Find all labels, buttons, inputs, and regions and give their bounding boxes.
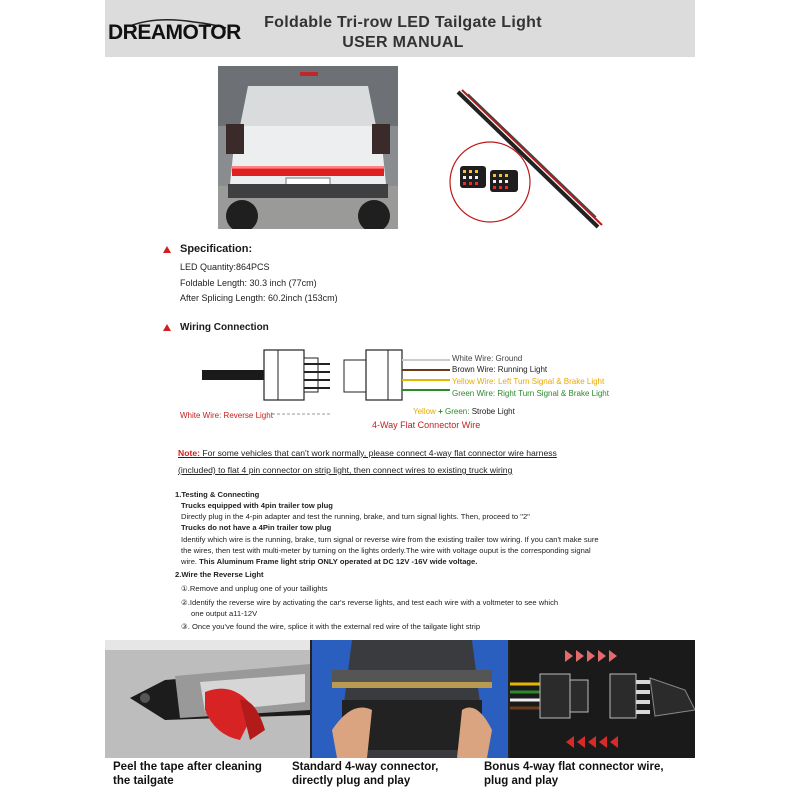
section-2-step-2a: ②.Identify the reverse wire by activating the car's reverse lights, and test each wire with a voltmeter to see which xyxy=(181,598,559,607)
section-1-text-2a: Identify which wire is the running, brake, turn signal or reverse wire from the existing trailer tow wiring. If you can't make sure xyxy=(181,535,599,544)
caption-peel-tape-line-1: Peel the tape after cleaning xyxy=(113,761,262,773)
section-1-sub-1: Trucks equipped with 4pin trailer tow plug xyxy=(181,501,333,510)
note-line-2: (included) to flat 4 pin connector on strip light, then connect wires to existing truck wiring xyxy=(178,465,513,475)
logo-text: DREAMOTOR xyxy=(108,21,241,44)
caption-peel-tape xyxy=(113,760,262,788)
caption-standard-connector-line-1: Standard 4-way connector, xyxy=(292,761,439,773)
peel-tape-photo xyxy=(105,640,310,758)
section-1-sub-2: Trucks do not have a 4Pin trailer tow plug xyxy=(181,523,332,532)
caption-standard-connector-line-2: directly plug and play xyxy=(292,775,411,787)
label-connector-wire: 4-Way Flat Connector Wire xyxy=(372,420,481,430)
caption-peel-tape-line-2: the tailgate xyxy=(113,775,174,787)
strobe-text: Strobe Light xyxy=(471,407,515,416)
spec-foldable-length: Foldable Length: 30.3 inch (77cm) xyxy=(180,278,317,288)
label-strobe xyxy=(413,407,515,416)
section-1-text-2b: the wires, then test with multi-meter by turning on the lights orderly.The wire with voltage ouput is the corresponding signal xyxy=(181,546,591,555)
note-label: Note: xyxy=(178,448,200,458)
label-white-ground: White Wire: Ground xyxy=(452,354,523,363)
strobe-green: Green: xyxy=(444,407,470,416)
section-1-text-2c: wire. xyxy=(181,557,198,566)
section-2-step-3: ③. Once you've found the wire, splice it with the external red wire of the tailgate light strip xyxy=(181,622,481,631)
plug-connector-photo xyxy=(312,640,508,758)
note-text-1: For some vehicles that can't work normally, please connect 4-way flat connector wire harness xyxy=(202,448,557,458)
note-block xyxy=(178,445,618,478)
caption-bonus-connector xyxy=(484,760,664,788)
caption-standard-connector xyxy=(292,760,438,788)
strobe-plus: + xyxy=(438,407,443,416)
page-title: Foldable Tri-row LED Tailgate Light xyxy=(264,14,542,31)
spec-splicing-length: After Splicing Length: 60.2inch (153cm) xyxy=(180,293,338,303)
warning-triangle-icon xyxy=(163,246,171,253)
caption-bonus-connector-line-1: Bonus 4-way flat connector wire, xyxy=(484,761,664,773)
spec-led-quantity: LED Quantity:864PCS xyxy=(180,262,270,272)
wiring-heading: Wiring Connection xyxy=(180,322,269,333)
label-yellow-left: Yellow Wire: Left Turn Signal & Brake Light xyxy=(452,377,605,386)
specification-heading: Specification: xyxy=(180,243,253,255)
section-2-step-2b: one output a11-12V xyxy=(191,609,258,618)
warning-triangle-icon xyxy=(163,324,171,331)
strobe-yellow: Yellow xyxy=(413,407,436,416)
section-1-voltage-note: This Aluminum Frame light strip ONLY operated at DC 12V -16V wide voltage. xyxy=(199,557,478,566)
truck-tailgate-photo xyxy=(218,66,398,229)
led-strip-photo xyxy=(448,82,608,230)
caption-bonus-connector-line-2: plug and play xyxy=(484,775,559,787)
flat-connector-photo xyxy=(510,640,695,758)
label-white-reverse: White Wire: Reverse Light xyxy=(180,411,273,420)
label-green-right: Green Wire: Right Turn Signal & Brake Light xyxy=(452,389,609,398)
section-2-step-1: ①.Remove and unplug one of your taillights xyxy=(181,584,328,593)
section-1-title: 1.Testing & Connecting xyxy=(175,490,260,499)
section-1-text-2c-line xyxy=(181,557,477,568)
note-line-1 xyxy=(178,445,618,461)
page-subtitle: USER MANUAL xyxy=(342,34,464,51)
section-1-text-1: Directly plug in the 4-pin adapter and test the running, brake, and turn signal lights. Then, proceed to "2" xyxy=(181,512,530,521)
section-2-title: 2.Wire the Reverse Light xyxy=(175,570,264,579)
label-brown-running: Brown Wire: Running Light xyxy=(452,365,548,374)
